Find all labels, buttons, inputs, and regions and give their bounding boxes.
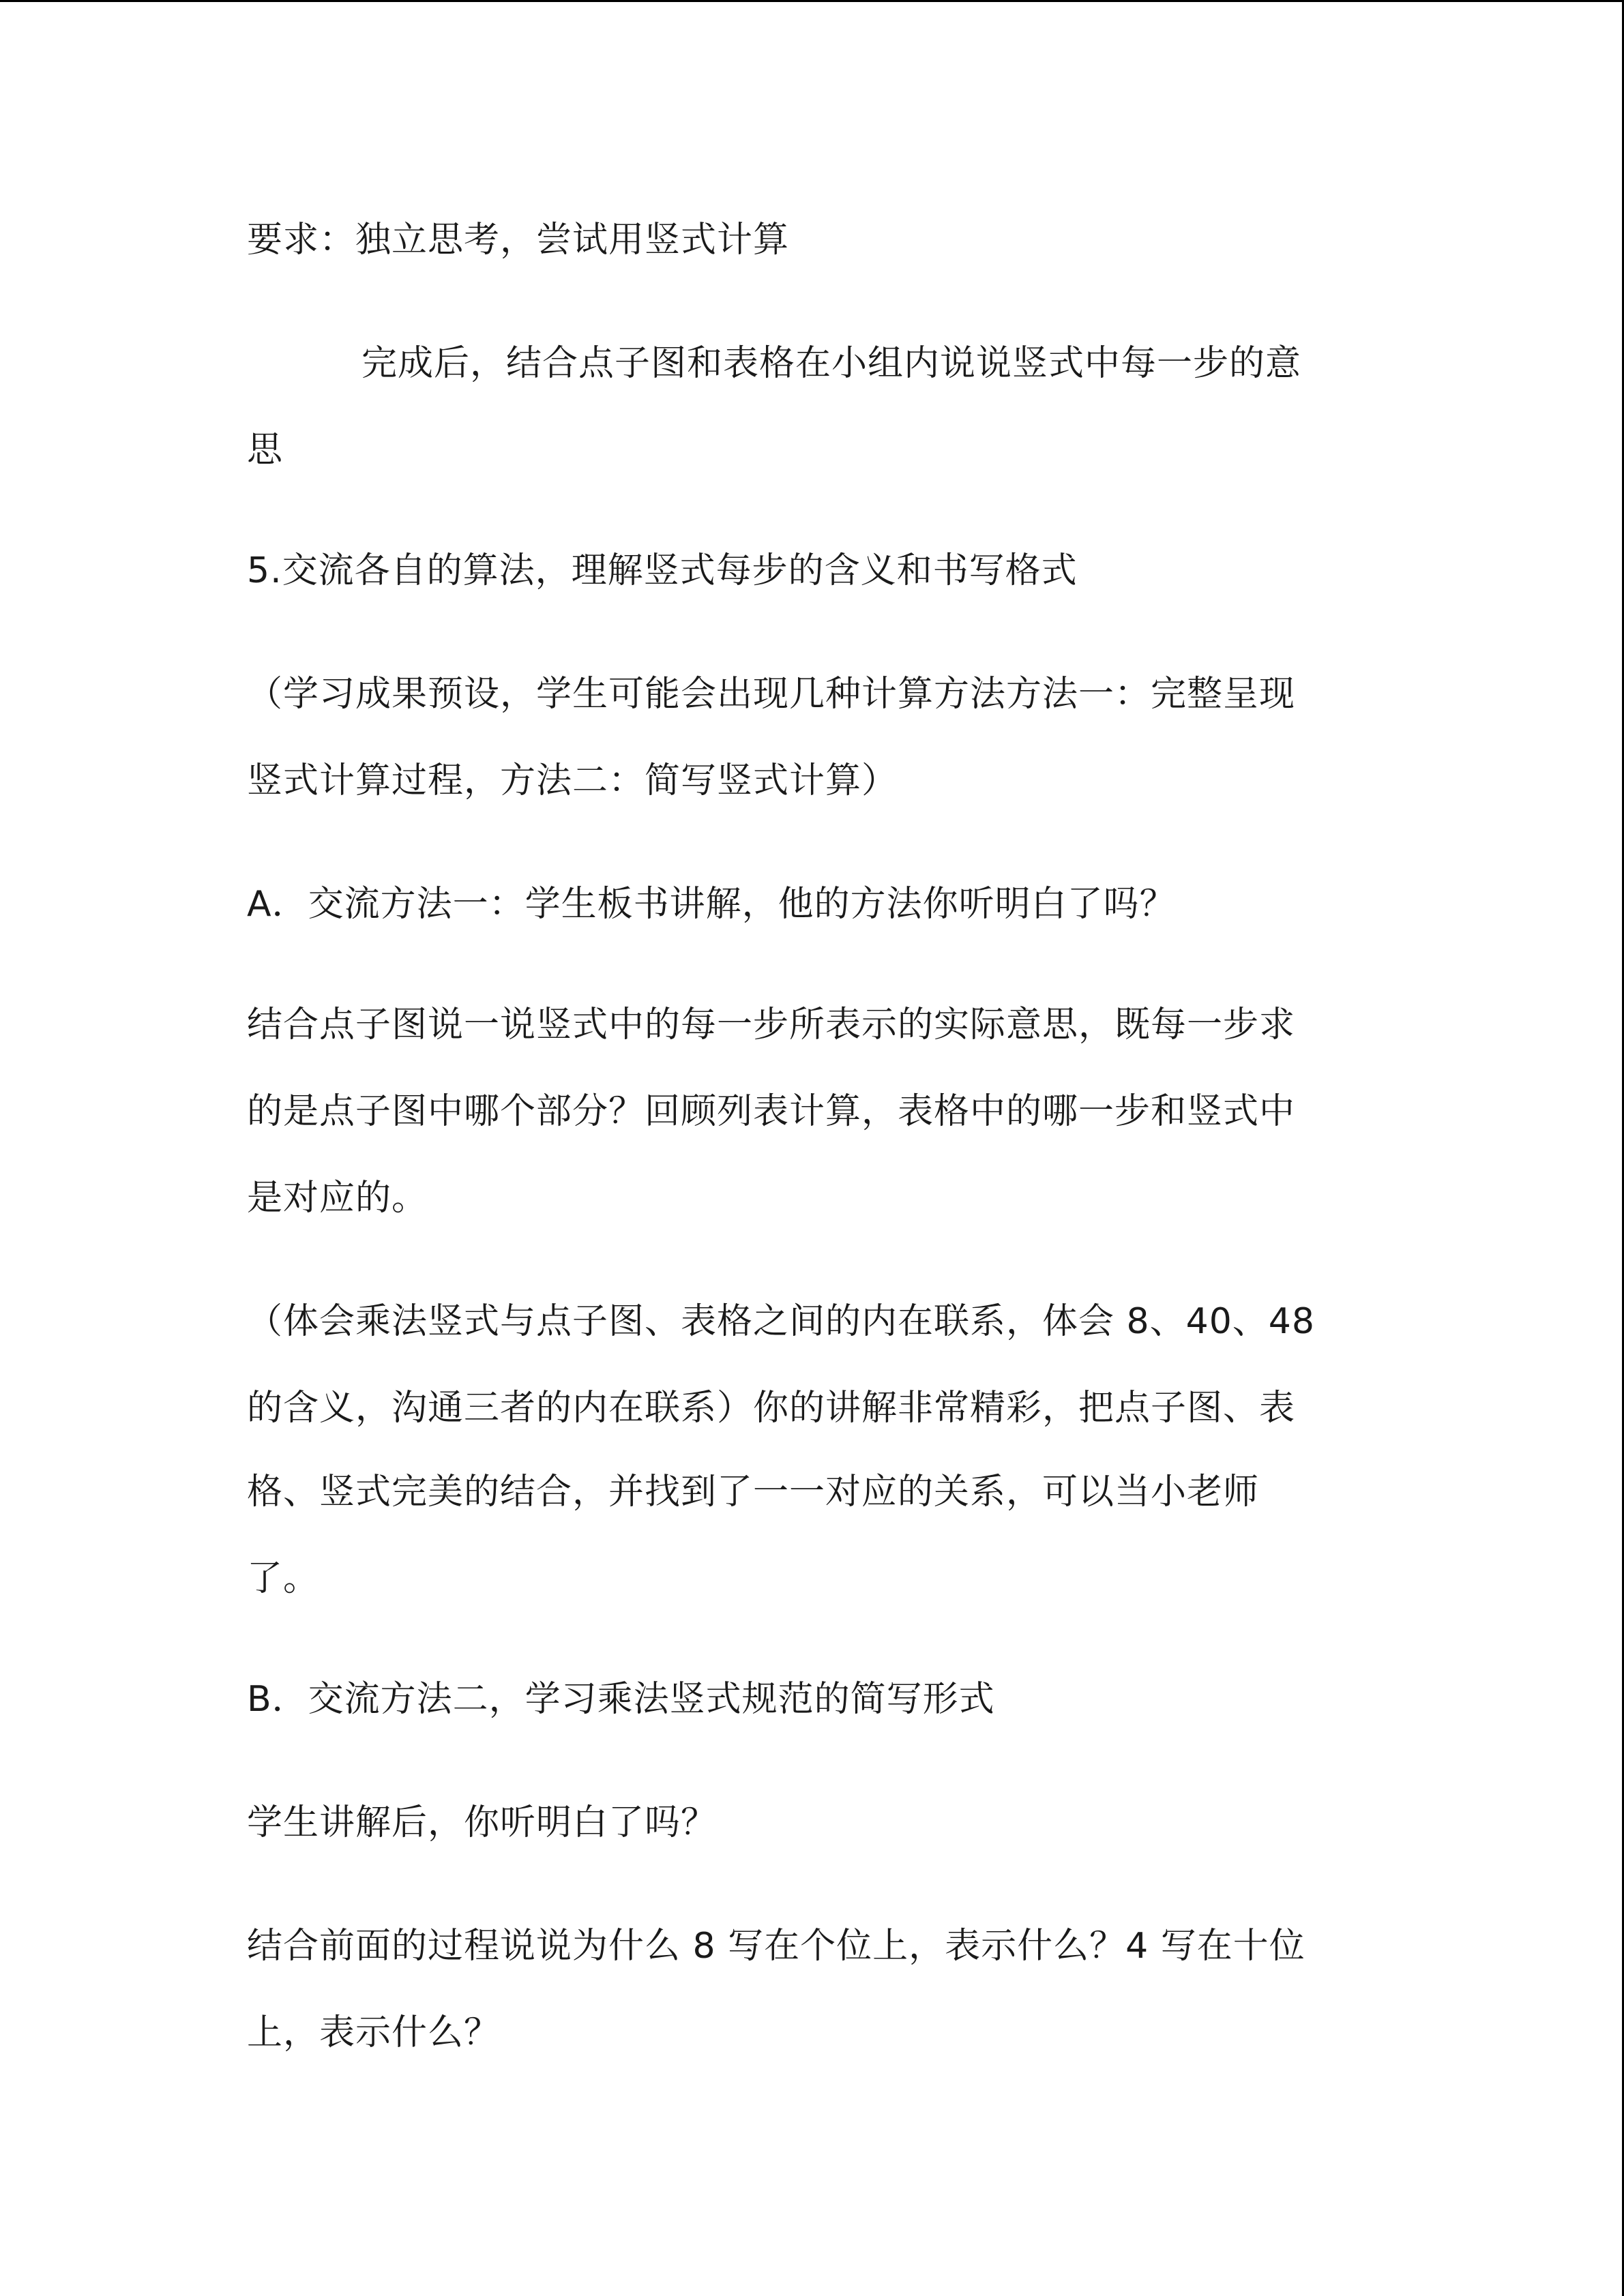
paragraph-line: 结合前面的过程说说为什么 8 写在个位上，表示什么？4 写在十位 (247, 1926, 1305, 1967)
paragraph-line: 的是点子图中哪个部分？回顾列表计算，表格中的哪一步和竖式中 (247, 1091, 1296, 1132)
paragraph-line: （体会乘法竖式与点子图、表格之间的内在联系，体会 8、40、48 (247, 1301, 1315, 1342)
subheading-a: A．交流方法一：学生板书讲解，他的方法你听明白了吗？ (247, 884, 1176, 925)
paragraph-line: 是对应的。 (247, 1178, 428, 1219)
page-border-top (0, 0, 1624, 2)
paragraph-line: 了。 (247, 1558, 320, 1599)
paragraph-line: 竖式计算过程，方法二：简写竖式计算） (247, 760, 898, 801)
paragraph-line: 学生讲解后，你听明白了吗？ (247, 1802, 718, 1843)
paragraph-line: 格、竖式完美的结合，并找到了一一对应的关系，可以当小老师 (247, 1472, 1260, 1512)
paragraph-line: 的含义，沟通三者的内在联系）你的讲解非常精彩，把点子图、表 (247, 1388, 1296, 1429)
paragraph-line: 上，表示什么？ (247, 2012, 501, 2053)
paragraph-line: 要求：独立思考，尝试用竖式计算 (247, 220, 790, 260)
subheading-b: B．交流方法二，学习乘法竖式规范的简写形式 (247, 1679, 995, 1720)
paragraph-line: 完成后，结合点子图和表格在小组内说说竖式中每一步的意 (361, 343, 1302, 384)
paragraph-line: 结合点子图说一说竖式中的每一步所表示的实际意思，既每一步求 (247, 1004, 1296, 1045)
paragraph-line: 思 (247, 430, 284, 471)
section-heading: 5.交流各自的算法，理解竖式每步的含义和书写格式 (247, 550, 1078, 591)
paragraph-line: （学习成果预设，学生可能会出现几种计算方法方法一：完整呈现 (247, 674, 1296, 715)
